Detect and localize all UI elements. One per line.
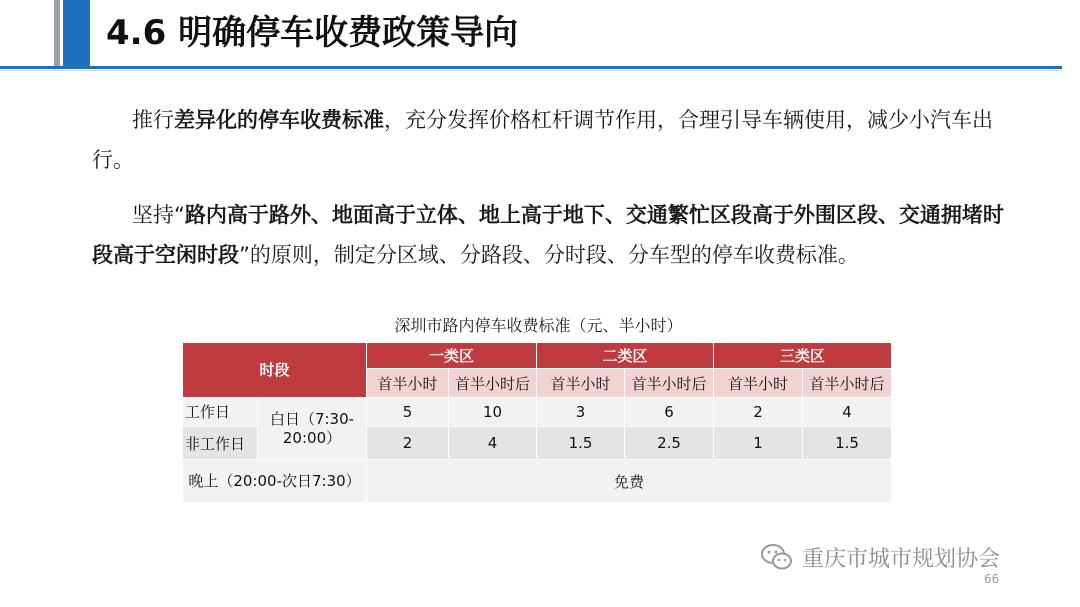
table-cell: 2.5	[625, 427, 714, 460]
subheader-after-first-half-hour: 首半小时后	[449, 369, 537, 397]
title-underline	[0, 66, 1062, 69]
parking-fee-table	[182, 342, 892, 503]
page-number: 66	[984, 572, 1000, 586]
title-underline-thin	[0, 70, 1062, 71]
night-fee-free: 免费	[367, 460, 892, 503]
subheader-first-half-hour: 首半小时	[537, 369, 625, 397]
slide-title: 4.6 明确停车收费政策导向	[106, 13, 519, 53]
table-header-row	[183, 343, 892, 369]
daytype-nonworkday: 非工作日	[183, 427, 258, 460]
period-night: 晚上（20:00-次日7:30）	[183, 460, 367, 503]
subheader-first-half-hour: 首半小时	[367, 369, 449, 397]
paragraph-1-text-b: ，充分发挥价格杠杆调节作用，合理引导车辆使用，减少小汽车出行。	[92, 108, 993, 172]
daytype-workday: 工作日	[183, 397, 258, 426]
table-cell: 4	[803, 397, 892, 426]
table-cell: 6	[625, 397, 714, 426]
table-cell: 2	[367, 427, 449, 460]
table-cell: 1.5	[803, 427, 892, 460]
header-zone-1: 一类区	[367, 343, 537, 369]
period-daytime: 白日（7:30-20:00）	[258, 397, 367, 460]
subheader-first-half-hour: 首半小时	[714, 369, 803, 397]
paragraph-1-bold: 差异化的停车收费标准	[174, 108, 384, 132]
table-row-night	[183, 460, 892, 503]
paragraph-2-text-a: 坚持“	[132, 203, 185, 227]
table-cell: 4	[449, 427, 537, 460]
table-cell: 5	[367, 397, 449, 426]
paragraph-1	[92, 100, 1022, 180]
header-period: 时段	[183, 343, 367, 398]
table-cell: 3	[537, 397, 625, 426]
header-zone-2: 二类区	[537, 343, 714, 369]
table-cell: 1	[714, 427, 803, 460]
subheader-after-first-half-hour: 首半小时后	[625, 369, 714, 397]
subheader-after-first-half-hour: 首半小时后	[803, 369, 892, 397]
table-cell: 2	[714, 397, 803, 426]
title-accent-bars	[0, 0, 100, 66]
wechat-icon	[760, 542, 794, 572]
paragraph-2	[92, 195, 1022, 275]
table-cell: 1.5	[537, 427, 625, 460]
header-zone-3: 三类区	[714, 343, 892, 369]
table-cell: 10	[449, 397, 537, 426]
accent-bar-gray	[54, 0, 60, 66]
paragraph-2-text-b: ”的原则，制定分区域、分路段、分时段、分车型的停车收费标准。	[239, 243, 859, 267]
table-caption: 深圳市路内停车收费标准（元、半小时）	[394, 316, 683, 335]
accent-bar-blue	[63, 0, 90, 66]
table-row-workday	[183, 397, 892, 426]
paragraph-2-bold: 路内高于路外、地面高于立体、地上高于地下、交通繁忙区段高于外围区段、交通拥堵时段高于空闲时段	[92, 203, 1004, 267]
paragraph-1-text-a: 推行	[132, 108, 174, 132]
watermark-text: 重庆市城市规划协会	[802, 546, 1001, 572]
watermark	[760, 540, 1000, 574]
